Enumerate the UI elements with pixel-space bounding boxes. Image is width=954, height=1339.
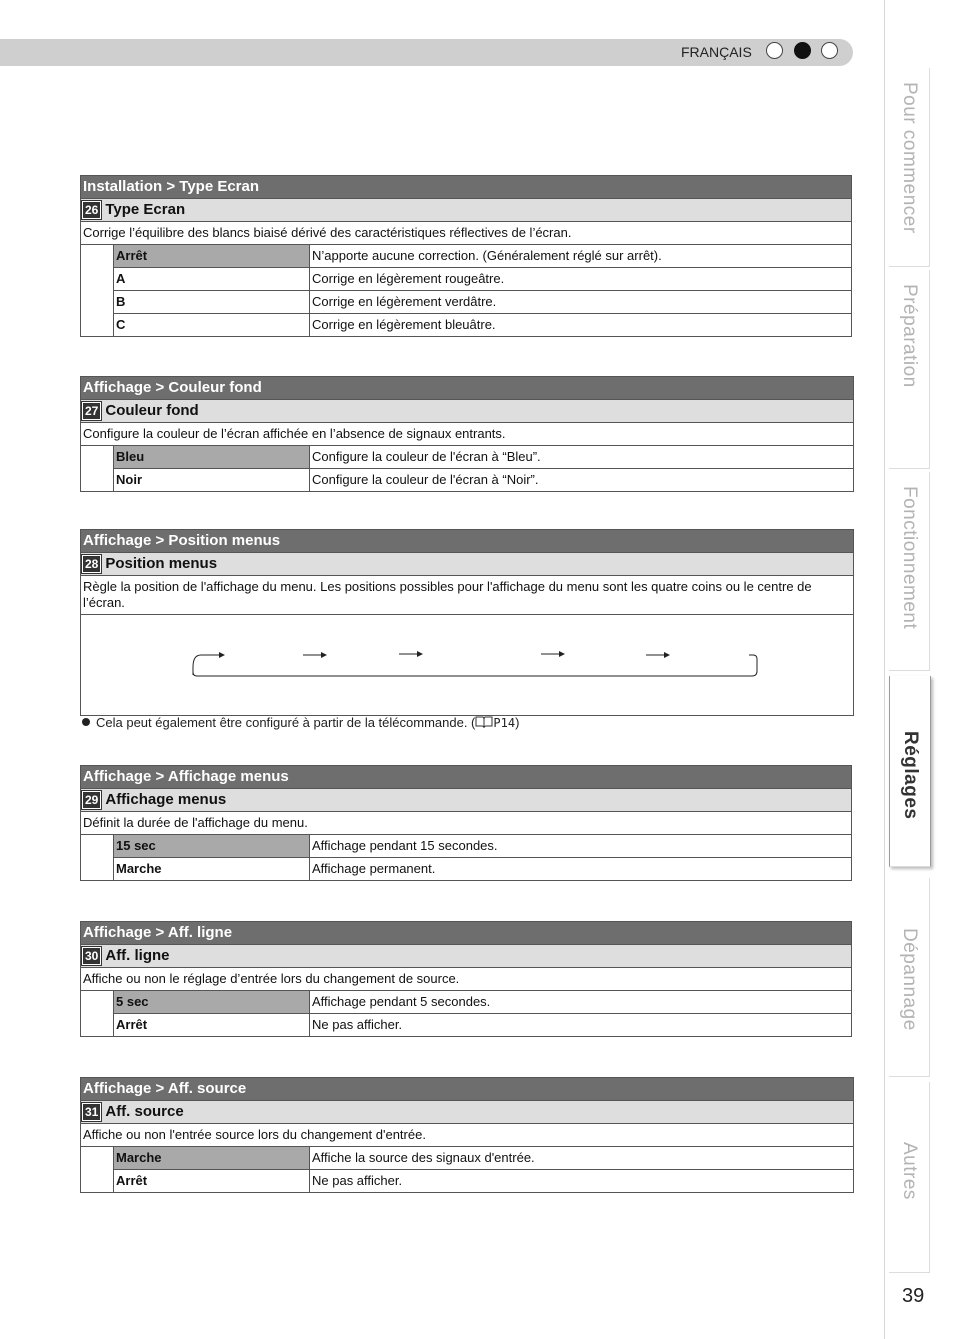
- note: [82, 715, 519, 730]
- option-row: [114, 858, 851, 880]
- note-ref[interactable]: P14: [493, 716, 516, 730]
- option-desc: N’apporte aucune correction. (Généralement réglé sur arrêt).: [312, 248, 662, 263]
- section-description: Affiche ou non l'entrée source lors du changement d'entrée.: [81, 1124, 853, 1147]
- options-list: [113, 991, 851, 1036]
- option-name: C: [114, 314, 310, 336]
- option-desc: Ne pas afficher.: [312, 1017, 403, 1032]
- tab-label: Réglages: [900, 731, 921, 820]
- item-name: Affichage menus: [105, 791, 227, 808]
- arrow-head-0: [219, 652, 225, 658]
- option-row: [114, 1147, 853, 1170]
- item-number: 26: [82, 201, 101, 219]
- section-couleur-fond: [80, 376, 854, 492]
- options-list: [113, 245, 851, 336]
- tab-autres[interactable]: [889, 1082, 930, 1273]
- section-title: Installation > Type Ecran: [81, 176, 851, 199]
- section-subtitle: [81, 1101, 853, 1124]
- tab-depannage[interactable]: [889, 878, 930, 1077]
- section-title: Affichage > Aff. ligne: [81, 922, 851, 945]
- cycle-loop-left: [193, 655, 219, 675]
- item-name: Couleur fond: [105, 402, 199, 419]
- section-subtitle: [81, 945, 851, 968]
- book-icon: [475, 716, 493, 728]
- item-number: 28: [82, 555, 101, 573]
- arrow-head-3: [559, 651, 565, 657]
- page-number: 39: [902, 1285, 925, 1307]
- section-subtitle: [81, 553, 853, 576]
- section-description: Définit la durée de l'affichage du menu.: [81, 812, 851, 835]
- option-desc: Affichage pendant 5 secondes.: [312, 994, 491, 1009]
- options-list: [113, 446, 853, 491]
- section-title: Affichage > Affichage menus: [81, 766, 851, 789]
- option-desc: Corrige en légèrement bleuâtre.: [312, 317, 496, 332]
- option-desc: Affichage permanent.: [312, 861, 436, 876]
- option-name: Marche: [114, 1147, 310, 1169]
- option-row: [114, 291, 851, 314]
- tab-label: Autres: [899, 1142, 920, 1200]
- options-list: [113, 1147, 853, 1192]
- item-number: 30: [82, 947, 101, 965]
- section-description: Corrige l’équilibre des blancs biaisé dérivé des caractéristiques réflectives de l’écran.: [81, 222, 851, 245]
- tab-label: Fonctionnement: [899, 486, 920, 630]
- option-name: Noir: [114, 469, 310, 491]
- tab-label: Préparation: [899, 284, 920, 388]
- option-name: A: [114, 268, 310, 290]
- tab-pour-commencer[interactable]: [889, 68, 930, 267]
- language-dot-1: [766, 42, 783, 59]
- section-description: Règle la position de l'affichage du menu. Les positions possibles pour l'affichage du menu sont les quatre coins ou le centre de l’écran.: [81, 576, 853, 615]
- tab-fonctionnement[interactable]: [889, 472, 930, 671]
- arrow-head-4: [664, 652, 670, 658]
- section-subtitle: [81, 199, 851, 222]
- note-text: Cela peut également être configuré à partir de la télécommande. (: [96, 715, 476, 730]
- item-name: Aff. ligne: [105, 947, 170, 964]
- item-number: 29: [82, 791, 101, 809]
- item-name: Position menus: [105, 555, 218, 572]
- option-desc: Corrige en légèrement rougeâtre.: [312, 271, 505, 286]
- tab-label: Pour commencer: [899, 82, 920, 234]
- arrow-head-1: [321, 652, 327, 658]
- language-dot-3: [821, 42, 838, 59]
- section-title: Affichage > Couleur fond: [81, 377, 853, 400]
- section-description: Affiche ou non le réglage d’entrée lors du changement de source.: [81, 968, 851, 991]
- option-row: [114, 268, 851, 291]
- cycle-arrows-svg: [81, 615, 853, 715]
- section-type-ecran: [80, 175, 852, 337]
- section-subtitle: [81, 400, 853, 423]
- option-row: [114, 991, 851, 1014]
- note-close: ): [515, 715, 520, 730]
- option-row: [114, 245, 851, 268]
- language-label: FRANÇAIS: [681, 44, 752, 60]
- section-position-menus: [80, 529, 854, 716]
- option-row: [114, 835, 851, 858]
- option-name: Arrêt: [114, 1170, 310, 1192]
- section-affichage-menus: [80, 765, 852, 881]
- tab-label: Dépannage: [899, 928, 920, 1031]
- arrow-head-2: [417, 651, 423, 657]
- option-name: Arrêt: [114, 245, 310, 267]
- section-title: Affichage > Aff. source: [81, 1078, 853, 1101]
- option-row: [114, 469, 853, 491]
- option-name: 5 sec: [114, 991, 310, 1013]
- item-number: 27: [82, 402, 101, 420]
- option-desc: Affichage pendant 15 secondes.: [312, 838, 498, 853]
- bullet-icon: [82, 718, 90, 726]
- cycle-loop-path: [193, 655, 757, 676]
- section-description: Configure la couleur de l’écran affichée en l’absence de signaux entrants.: [81, 423, 853, 446]
- option-name: B: [114, 291, 310, 313]
- option-desc: Corrige en légèrement verdâtre.: [312, 294, 497, 309]
- position-cycle-diagram: [81, 615, 853, 715]
- option-desc: Ne pas afficher.: [312, 1173, 403, 1188]
- item-number: 31: [82, 1103, 101, 1121]
- option-name: Marche: [114, 858, 310, 880]
- tab-preparation[interactable]: [889, 270, 930, 469]
- language-dot-2-active: [794, 42, 811, 59]
- option-row: [114, 314, 851, 336]
- option-name: Bleu: [114, 446, 310, 468]
- options-list: [113, 835, 851, 880]
- option-name: Arrêt: [114, 1014, 310, 1036]
- tab-reglages[interactable]: [889, 676, 931, 867]
- option-desc: Affiche la source des signaux d'entrée.: [312, 1150, 535, 1165]
- option-desc: Configure la couleur de l'écran à “Bleu”.: [312, 449, 541, 464]
- option-desc: Configure la couleur de l'écran à “Noir”.: [312, 472, 539, 487]
- item-name: Aff. source: [105, 1103, 184, 1120]
- section-title: Affichage > Position menus: [81, 530, 853, 553]
- section-aff-ligne: [80, 921, 852, 1037]
- section-subtitle: [81, 789, 851, 812]
- option-row: [114, 1014, 851, 1036]
- section-aff-source: [80, 1077, 854, 1193]
- option-row: [114, 446, 853, 469]
- option-row: [114, 1170, 853, 1192]
- option-name: 15 sec: [114, 835, 310, 857]
- item-name: Type Ecran: [105, 201, 186, 218]
